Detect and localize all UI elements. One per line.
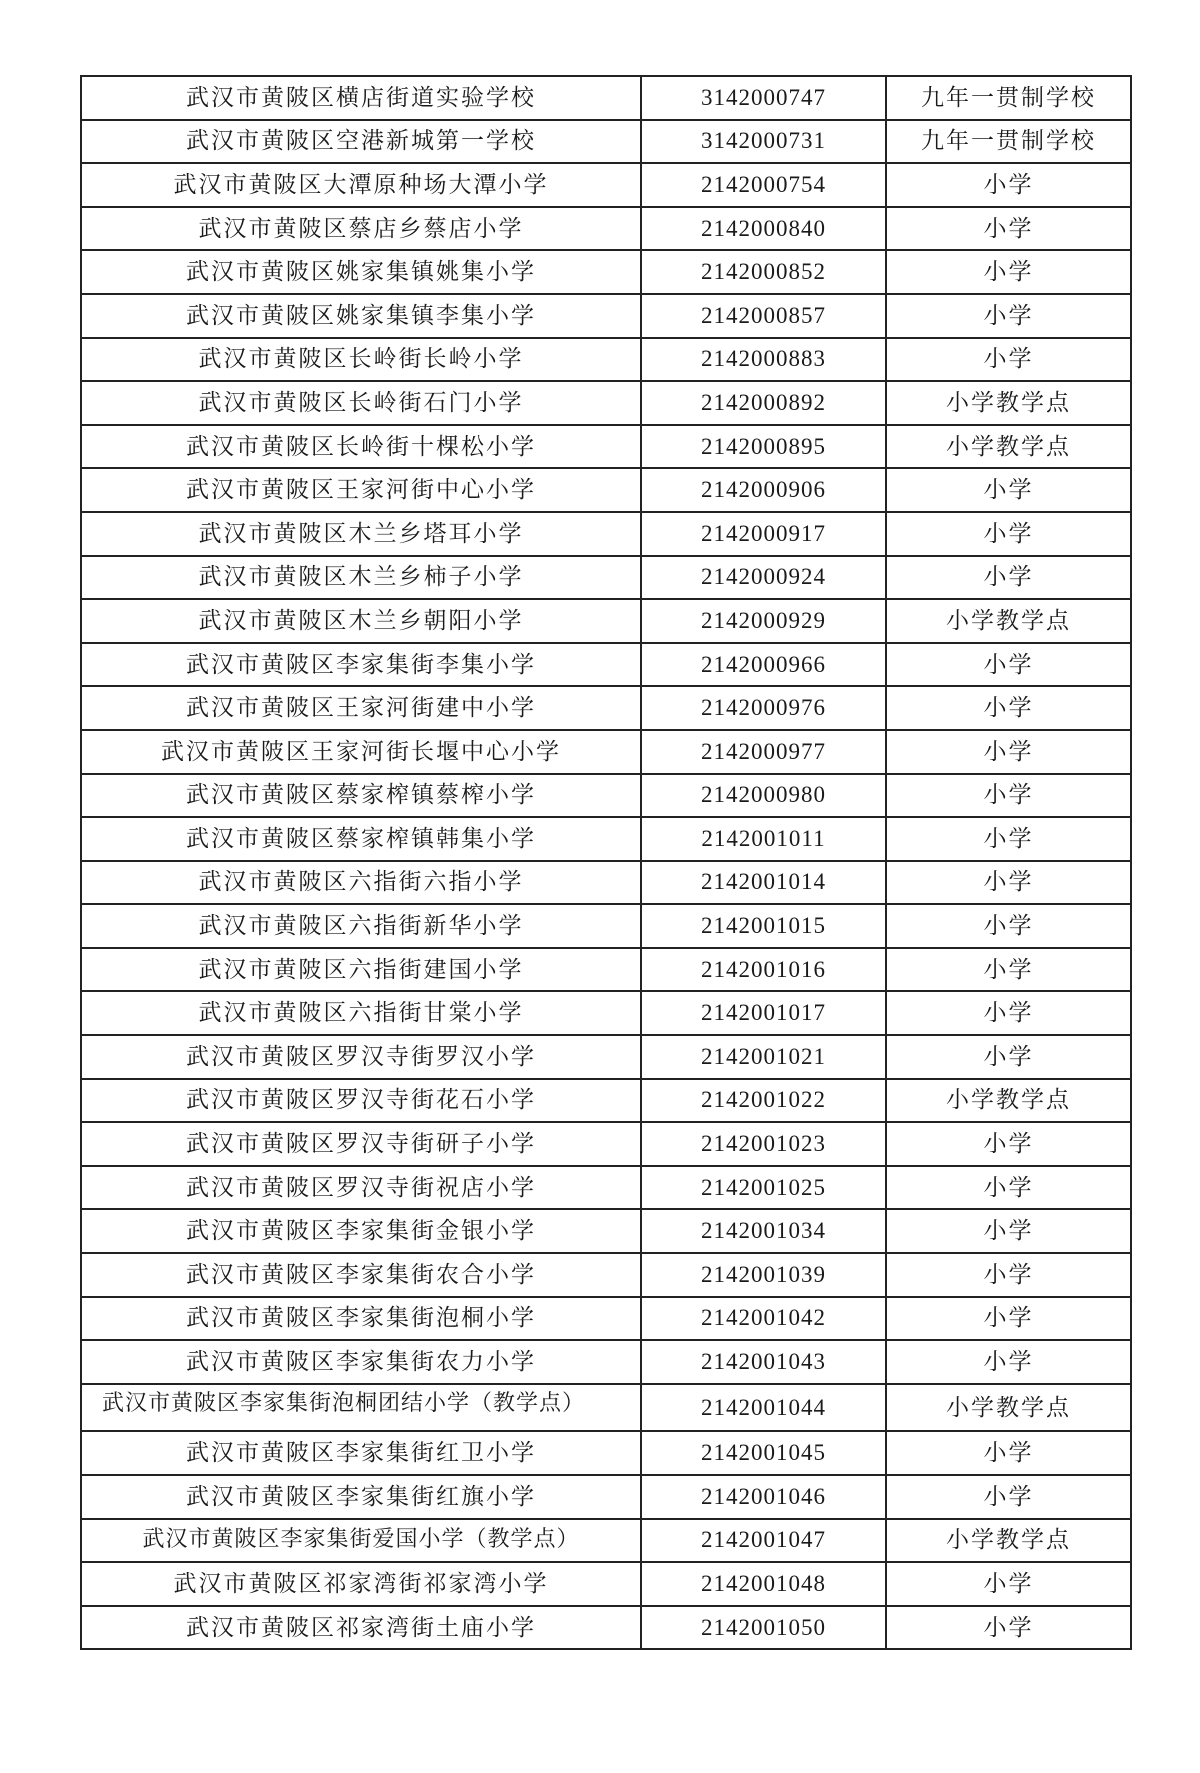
table-row [81,774,1131,818]
school-code-cell: 2142000852 [641,250,886,294]
school-code-cell: 2142001015 [641,904,886,948]
school-type-cell: 小学 [886,1562,1131,1606]
school-code-cell: 2142001011 [641,817,886,861]
school-type-cell: 小学教学点 [886,1519,1131,1563]
school-name-cell: 武汉市黄陂区木兰乡朝阳小学 [81,599,641,643]
school-code-cell: 2142000906 [641,468,886,512]
school-name-cell: 武汉市黄陂区罗汉寺街罗汉小学 [81,1035,641,1079]
school-type-cell: 小学 [886,1340,1131,1384]
school-name-cell: 武汉市黄陂区李家集街泡桐小学 [81,1297,641,1341]
table-row [81,730,1131,774]
school-code-cell: 2142000857 [641,294,886,338]
school-type-cell: 小学 [886,1122,1131,1166]
table-row [81,120,1131,164]
school-name-cell: 武汉市黄陂区木兰乡柿子小学 [81,556,641,600]
school-type-cell: 小学 [886,338,1131,382]
school-type-cell: 小学 [886,1166,1131,1210]
table-row [81,1253,1131,1297]
school-type-cell: 小学 [886,991,1131,1035]
school-name-cell: 武汉市黄陂区祁家湾街祁家湾小学 [81,1562,641,1606]
table-row [81,1209,1131,1253]
school-type-cell: 小学 [886,774,1131,818]
school-type-cell: 小学 [886,207,1131,251]
school-type-cell: 小学 [886,556,1131,600]
school-code-cell: 3142000747 [641,76,886,120]
school-name-cell: 武汉市黄陂区蔡店乡蔡店小学 [81,207,641,251]
school-name-cell: 武汉市黄陂区蔡家榨镇蔡榨小学 [81,774,641,818]
school-code-cell: 2142000840 [641,207,886,251]
school-code-cell: 2142000892 [641,381,886,425]
school-type-cell: 小学 [886,163,1131,207]
school-name-cell: 武汉市黄陂区长岭街石门小学 [81,381,641,425]
school-type-cell: 九年一贯制学校 [886,76,1131,120]
school-type-cell: 小学教学点 [886,425,1131,469]
table-row [81,1166,1131,1210]
table-row [81,1519,1131,1563]
school-code-cell: 2142000924 [641,556,886,600]
school-name-cell: 武汉市黄陂区李家集街农合小学 [81,1253,641,1297]
table-row [81,425,1131,469]
school-type-cell: 小学 [886,817,1131,861]
table-row [81,1431,1131,1475]
school-code-cell: 3142000731 [641,120,886,164]
table-row [81,1384,1131,1432]
school-name-cell: 武汉市黄陂区罗汉寺街研子小学 [81,1122,641,1166]
school-type-cell: 小学 [886,1253,1131,1297]
school-name-cell: 武汉市黄陂区李家集街红卫小学 [81,1431,641,1475]
school-type-cell: 小学 [886,861,1131,905]
table-row [81,904,1131,948]
table-row [81,338,1131,382]
table-row [81,556,1131,600]
school-type-cell: 小学 [886,948,1131,992]
school-name-cell: 武汉市黄陂区罗汉寺街花石小学 [81,1079,641,1123]
school-name-cell: 武汉市黄陂区六指街六指小学 [81,861,641,905]
school-code-cell: 2142001045 [641,1431,886,1475]
school-type-cell: 小学 [886,904,1131,948]
school-type-cell: 小学 [886,1297,1131,1341]
school-code-cell: 2142000895 [641,425,886,469]
school-code-cell: 2142000977 [641,730,886,774]
table-row [81,1035,1131,1079]
table-row [81,1079,1131,1123]
school-name-cell: 武汉市黄陂区李家集街泡桐团结小学（教学点） [81,1384,641,1432]
school-name-cell: 武汉市黄陂区祁家湾街土庙小学 [81,1606,641,1650]
school-code-cell: 2142000917 [641,512,886,556]
table-row [81,1475,1131,1519]
school-name-cell: 武汉市黄陂区木兰乡塔耳小学 [81,512,641,556]
school-type-cell: 小学 [886,1431,1131,1475]
school-name-cell: 武汉市黄陂区李家集街农力小学 [81,1340,641,1384]
table-row [81,381,1131,425]
school-code-cell: 2142000980 [641,774,886,818]
school-code-cell: 2142000966 [641,643,886,687]
school-code-cell: 2142001025 [641,1166,886,1210]
school-name-cell: 武汉市黄陂区罗汉寺街祝店小学 [81,1166,641,1210]
school-name-cell: 武汉市黄陂区六指街建国小学 [81,948,641,992]
school-name-cell: 武汉市黄陂区空港新城第一学校 [81,120,641,164]
school-code-cell: 2142001034 [641,1209,886,1253]
school-code-cell: 2142001039 [641,1253,886,1297]
school-type-cell: 小学 [886,730,1131,774]
table-row [81,861,1131,905]
school-type-cell: 小学 [886,294,1131,338]
school-name-cell: 武汉市黄陂区长岭街十棵松小学 [81,425,641,469]
school-code-cell: 2142001043 [641,1340,886,1384]
school-name-cell: 武汉市黄陂区王家河街建中小学 [81,686,641,730]
school-code-cell: 2142001021 [641,1035,886,1079]
table-row [81,1297,1131,1341]
school-code-cell: 2142000976 [641,686,886,730]
school-type-cell: 小学 [886,686,1131,730]
school-name-cell: 武汉市黄陂区李家集街爱国小学（教学点） [81,1519,641,1563]
school-type-cell: 小学 [886,1475,1131,1519]
school-name-cell: 武汉市黄陂区蔡家榨镇韩集小学 [81,817,641,861]
school-name-cell: 武汉市黄陂区李家集街李集小学 [81,643,641,687]
school-name-cell: 武汉市黄陂区六指街甘棠小学 [81,991,641,1035]
school-code-cell: 2142001022 [641,1079,886,1123]
school-type-cell: 小学 [886,643,1131,687]
school-code-cell: 2142001046 [641,1475,886,1519]
table-row [81,1562,1131,1606]
school-code-cell: 2142000883 [641,338,886,382]
table-row [81,294,1131,338]
school-name-cell: 武汉市黄陂区大潭原种场大潭小学 [81,163,641,207]
table-row [81,948,1131,992]
table-row [81,1340,1131,1384]
school-code-cell: 2142001016 [641,948,886,992]
school-name-cell: 武汉市黄陂区横店街道实验学校 [81,76,641,120]
school-type-cell: 小学教学点 [886,599,1131,643]
school-list-body [81,76,1131,1649]
table-row [81,468,1131,512]
school-type-cell: 小学 [886,1209,1131,1253]
school-code-cell: 2142001023 [641,1122,886,1166]
table-row [81,250,1131,294]
table-row [81,599,1131,643]
school-code-cell: 2142001047 [641,1519,886,1563]
school-code-cell: 2142001042 [641,1297,886,1341]
school-list-table [80,75,1132,1650]
school-name-cell: 武汉市黄陂区王家河街中心小学 [81,468,641,512]
school-code-cell: 2142001050 [641,1606,886,1650]
school-code-cell: 2142000929 [641,599,886,643]
school-name-cell: 武汉市黄陂区姚家集镇李集小学 [81,294,641,338]
school-type-cell: 小学 [886,468,1131,512]
school-type-cell: 小学 [886,1035,1131,1079]
table-row [81,512,1131,556]
school-type-cell: 小学 [886,512,1131,556]
school-code-cell: 2142000754 [641,163,886,207]
table-row [81,1122,1131,1166]
school-type-cell: 小学教学点 [886,381,1131,425]
school-type-cell: 九年一贯制学校 [886,120,1131,164]
school-name-cell: 武汉市黄陂区六指街新华小学 [81,904,641,948]
school-code-cell: 2142001017 [641,991,886,1035]
table-row [81,686,1131,730]
school-type-cell: 小学教学点 [886,1079,1131,1123]
school-name-cell: 武汉市黄陂区姚家集镇姚集小学 [81,250,641,294]
table-row [81,643,1131,687]
table-row [81,163,1131,207]
school-code-cell: 2142001048 [641,1562,886,1606]
school-name-cell: 武汉市黄陂区李家集街金银小学 [81,1209,641,1253]
table-row [81,1606,1131,1650]
table-row [81,991,1131,1035]
table-row [81,817,1131,861]
school-type-cell: 小学教学点 [886,1384,1131,1432]
school-type-cell: 小学 [886,250,1131,294]
school-name-cell: 武汉市黄陂区李家集街红旗小学 [81,1475,641,1519]
school-type-cell: 小学 [886,1606,1131,1650]
school-name-cell: 武汉市黄陂区长岭街长岭小学 [81,338,641,382]
table-row [81,207,1131,251]
school-code-cell: 2142001044 [641,1384,886,1432]
school-name-cell: 武汉市黄陂区王家河街长堰中心小学 [81,730,641,774]
table-row [81,76,1131,120]
school-code-cell: 2142001014 [641,861,886,905]
